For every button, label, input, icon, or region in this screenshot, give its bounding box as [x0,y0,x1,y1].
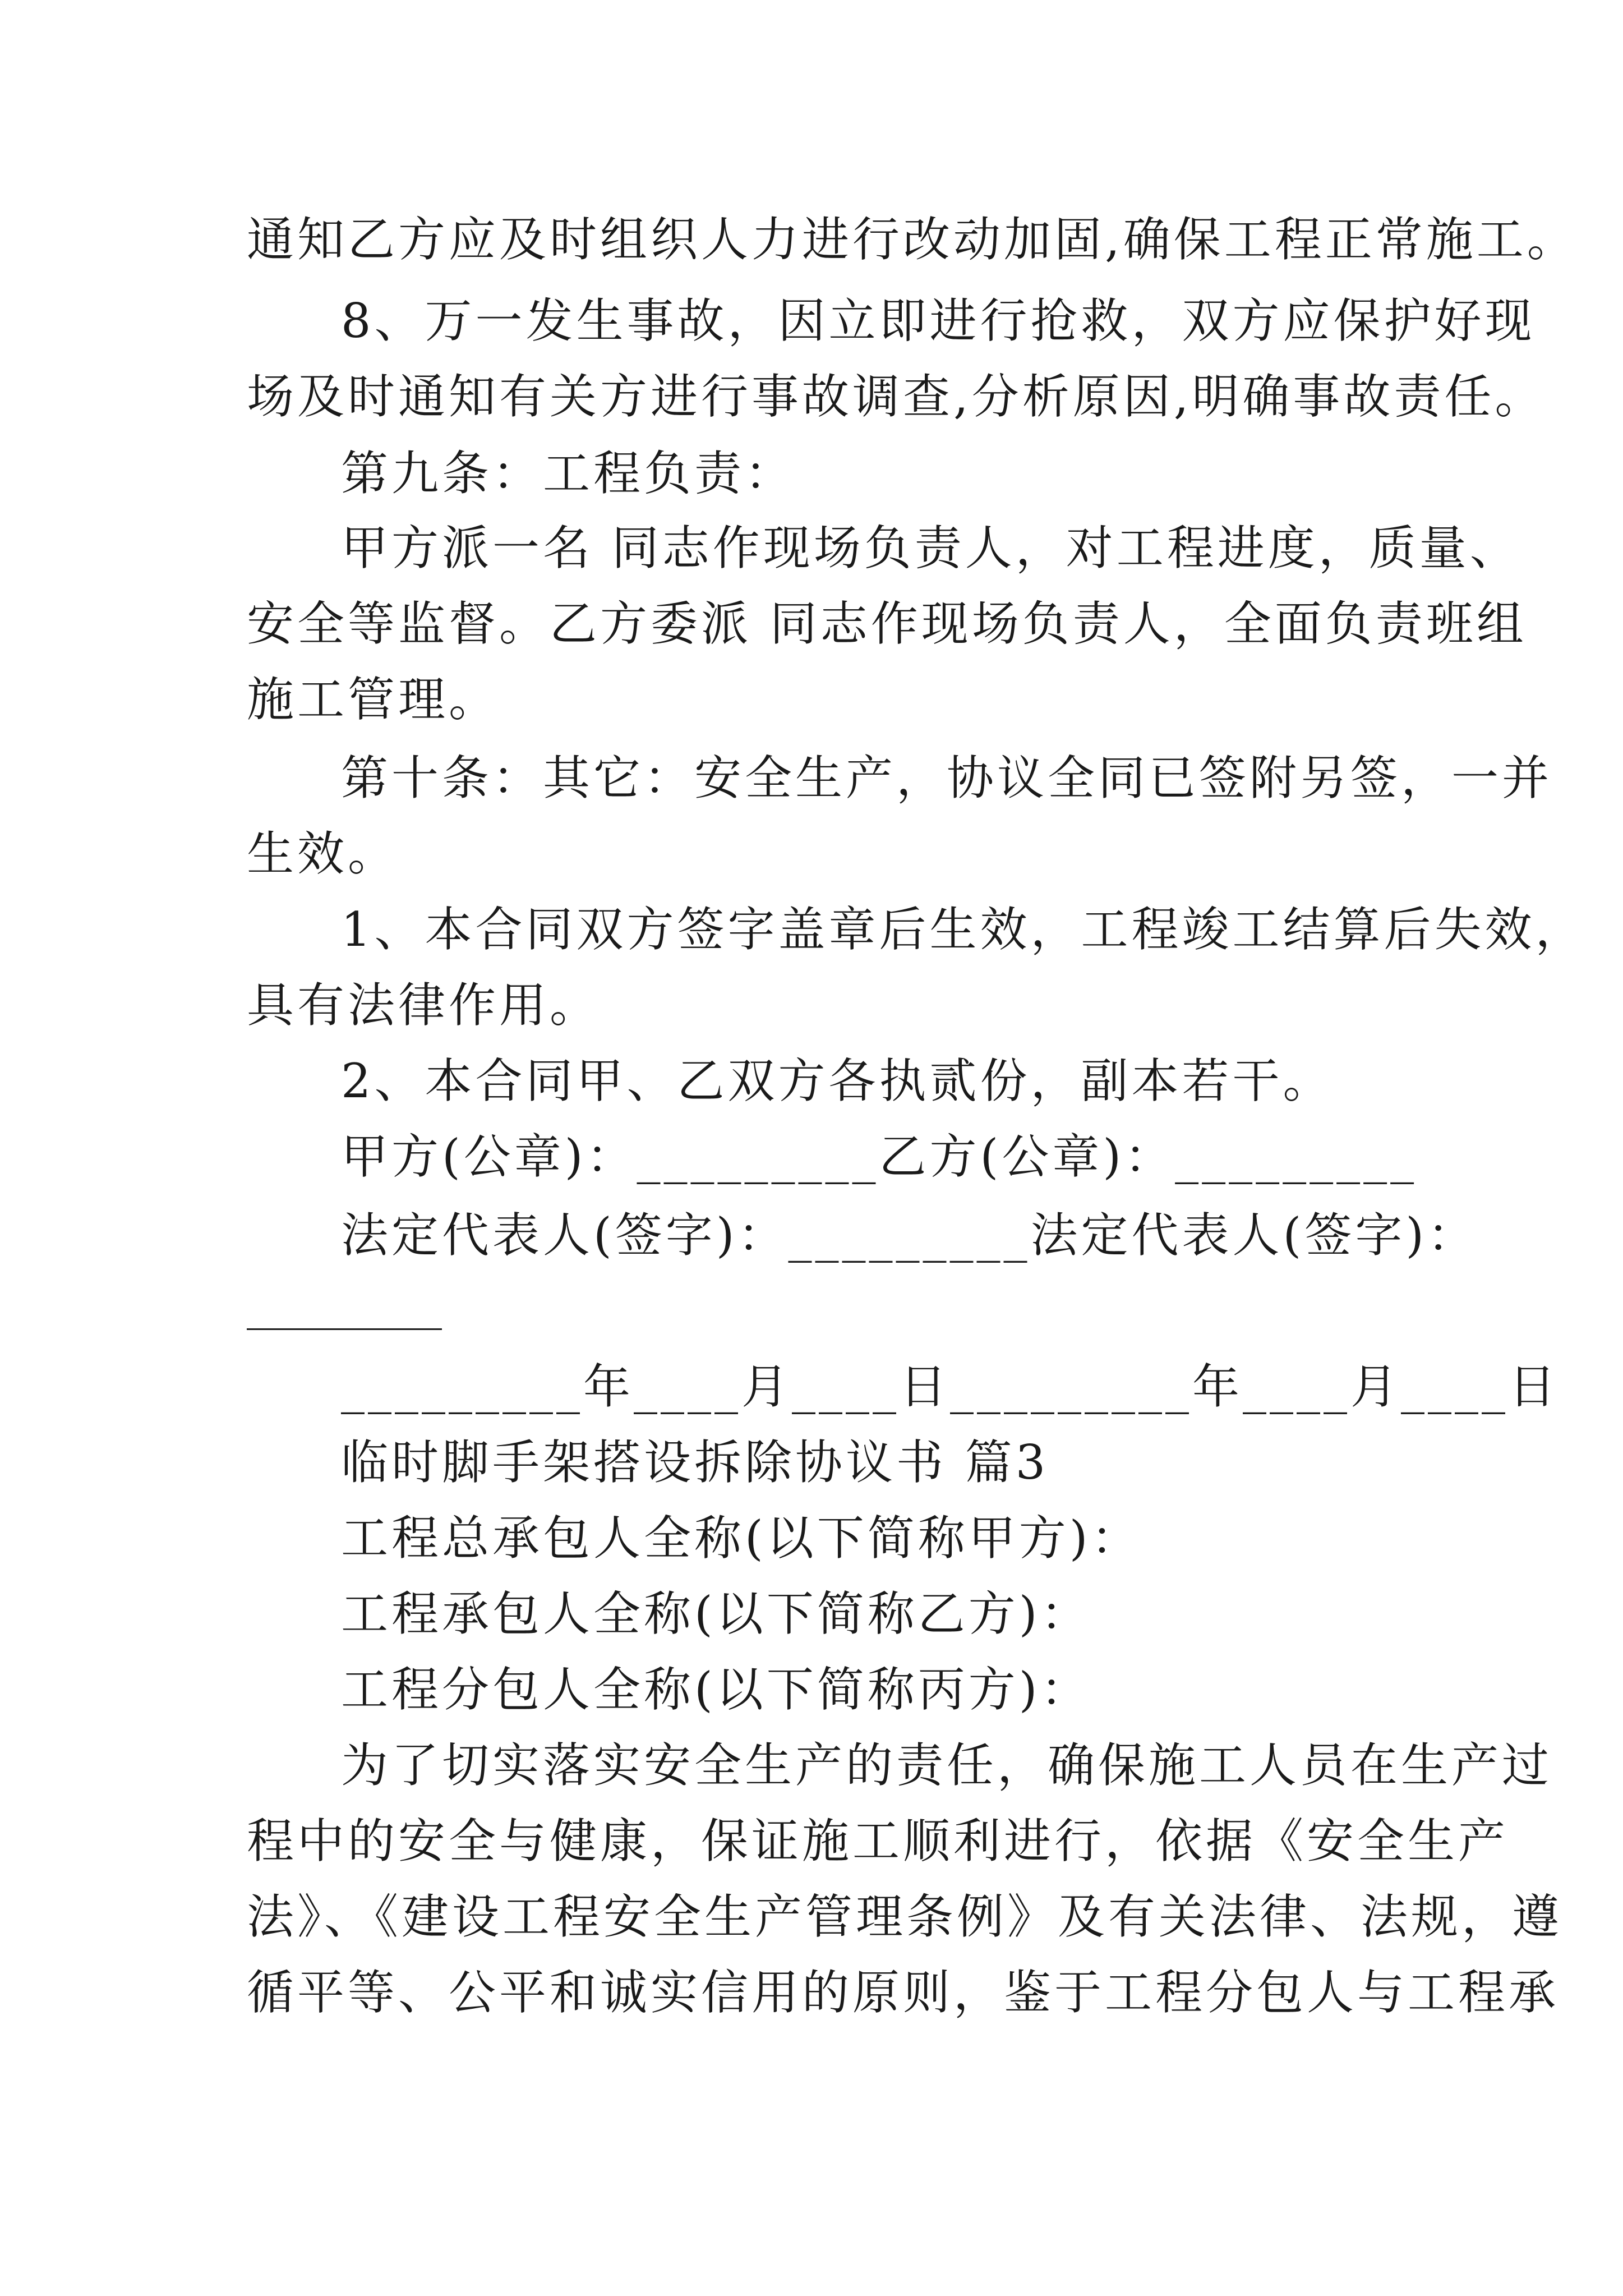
paragraph-line: 施工管理。 [247,672,500,727]
party-line: 工程分包人全称(以下简称丙方)： [341,1662,1091,1717]
paragraph-line: 安全等监督。乙方委派 同志作现场负责人，全面负责班组 [247,596,1527,651]
section-heading: 第九条：工程负责： [341,446,796,501]
paragraph-line: 甲方派一名 同志作现场负责人，对工程进度，质量、 [341,521,1520,576]
signature-date-line: _________年____月____日_________年____月____日 [341,1359,1560,1414]
paragraph-line: 循平等、公平和诚实信用的原则，鉴于工程分包人与工程承 [247,1965,1560,2020]
paragraph-line: 通知乙方应及时组织人力进行改动加固,确保工程正常施工。 [247,212,1578,267]
paragraph-line: 为了切实落实安全生产的责任，确保施工人员在生产过 [341,1738,1553,1793]
paragraph-line: 1、本合同双方签字盖章后生效，工程竣工结算后失效， [341,902,1586,957]
paragraph-line: 8、万一发生事故，因立即进行抢救，双方应保护好现 [341,293,1536,348]
paragraph-line: 法》、《建设工程安全生产管理条例》及有关法律、法规，遵 [247,1889,1563,1944]
signature-blank [247,1328,442,1330]
section-title: 临时脚手架搭设拆除协议书 篇3 [341,1435,1049,1490]
paragraph-line: 第十条：其它：安全生产，协议全同已签附另签，一并 [341,751,1553,806]
paragraph-line: 2、本合同甲、乙双方各执贰份，副本若干。 [341,1053,1334,1108]
paragraph-line: 具有法律作用。 [247,978,601,1033]
party-line: 工程承包人全称(以下简称乙方)： [341,1586,1091,1641]
party-line: 工程总承包人全称(以下简称甲方)： [341,1511,1142,1566]
paragraph-line: 程中的安全与健康，保证施工顺利进行，依据《安全生产 [247,1814,1509,1869]
signature-line-representative: 法定代表人(签字)：_________法定代表人(签字)： [341,1208,1478,1263]
signature-line-seal: 甲方(公章)：_________乙方(公章)：_________ [341,1129,1418,1184]
paragraph-line: 场及时通知有关方进行事故调查,分析原因,明确事故责任。 [247,369,1546,424]
paragraph-line: 生效。 [247,826,399,881]
